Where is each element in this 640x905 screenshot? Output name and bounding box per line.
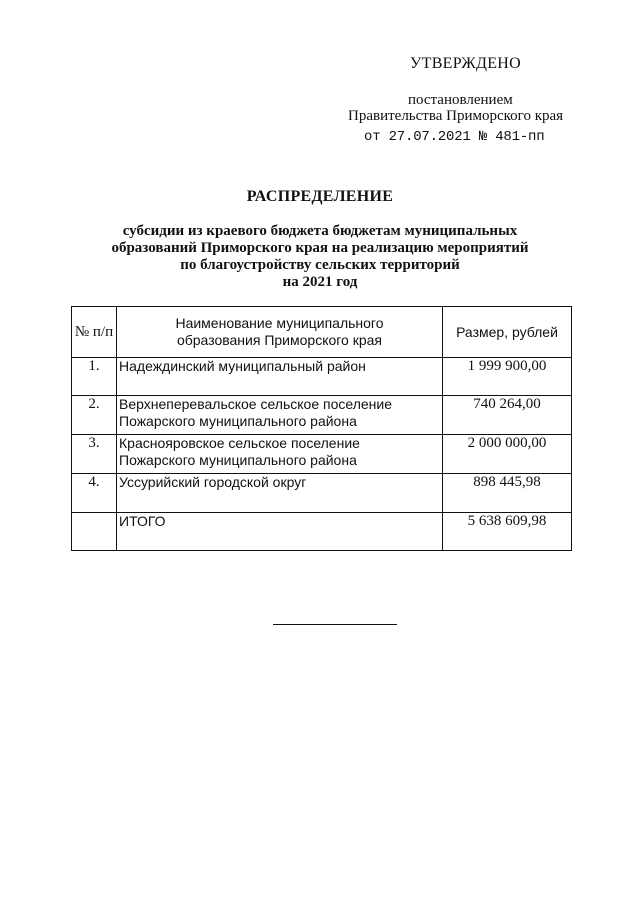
row-name-line: Краснояровское сельское поселение [119,435,360,451]
header-name-line: Наименование муниципального [175,315,384,331]
row-amount: 898 445,98 [443,474,572,513]
row-name [117,396,443,435]
row-num: 4. [72,474,117,513]
document-title: РАСПРЕДЕЛЕНИЕ [246,188,394,205]
subtitle-line: по благоустройству сельских территорий [180,257,460,273]
table-row [72,358,572,396]
row-num: 2. [72,396,117,435]
approval-heading: УТВЕРЖДЕНО [410,55,522,72]
table-total-row [72,513,572,551]
header-num: № п/п [72,307,117,358]
row-amount: 2 000 000,00 [443,435,572,474]
row-name-line: Надеждинский муниципальный район [119,358,366,374]
closing-separator-line [273,624,397,625]
decree-line-1: постановлением [408,92,513,108]
row-amount: 740 264,00 [443,396,572,435]
row-name [117,435,443,474]
table-header-row [72,307,572,358]
header-size: Размер, рублей [443,307,572,358]
subtitle-line: на 2021 год [282,274,358,290]
total-amount: 5 638 609,98 [443,513,572,551]
table-row [72,474,572,513]
subtitle-line: субсидии из краевого бюджета бюджетам муниципальных [122,223,518,239]
document-subtitle [0,223,640,291]
distribution-table [71,306,572,551]
row-name-line: Уссурийский городской округ [119,474,307,490]
decree-date-number: от 27.07.2021 № 481-пп [364,129,545,145]
subtitle-line: образований Приморского края на реализацию мероприятий [111,240,529,256]
row-name-line: Верхнеперевальское сельское поселение [119,396,392,412]
row-amount: 1 999 900,00 [443,358,572,396]
total-label: ИТОГО [117,513,443,551]
header-name [117,307,443,358]
decree-line-2: Правительства Приморского края [348,108,564,124]
row-name [117,358,443,396]
table-row [72,435,572,474]
total-num-cell [72,513,117,551]
table-row [72,396,572,435]
header-name-line: образования Приморского края [176,332,383,348]
row-num: 3. [72,435,117,474]
row-name [117,474,443,513]
row-name-line: Пожарского муниципального района [119,413,357,429]
row-num: 1. [72,358,117,396]
row-name-line: Пожарского муниципального района [119,452,357,468]
